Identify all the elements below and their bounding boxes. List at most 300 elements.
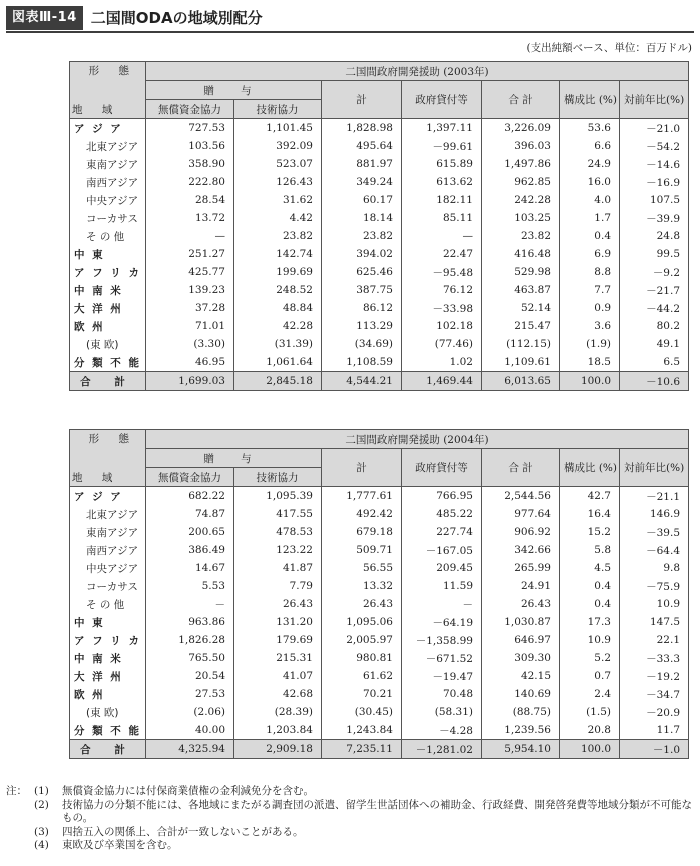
loans-header: 政府貸付等	[402, 81, 482, 119]
tech-cell: 48.84	[234, 299, 322, 317]
total-cell: 1,497.86	[482, 155, 560, 173]
grant-aid-cell: 13.72	[146, 209, 234, 227]
note-index: (3)	[34, 825, 49, 838]
total-cell: 906.92	[482, 523, 560, 541]
grant-aid-cell: (2.06)	[146, 703, 234, 721]
loans-cell: 102.18	[402, 317, 482, 335]
yoy-cell: －33.3	[620, 649, 689, 667]
tech-cell: 41.07	[234, 667, 322, 685]
tech-cell: 42.68	[234, 685, 322, 703]
grant-aid-cell: 682.22	[146, 487, 234, 506]
total-grant-aid-cell: 1,699.03	[146, 372, 234, 391]
region-cell: 南西アジア	[70, 541, 146, 559]
total-total-cell: 5,954.10	[482, 740, 560, 759]
table-row	[70, 577, 689, 595]
region-cell: 中 南 米	[70, 281, 146, 299]
region-cell: 東南アジア	[70, 523, 146, 541]
grant-aid-cell: (3.30)	[146, 335, 234, 353]
notes	[6, 785, 692, 853]
subtotal-cell: 23.82	[322, 227, 402, 245]
table-row	[70, 137, 689, 155]
yoy-cell: －34.7	[620, 685, 689, 703]
tech-cell: 392.09	[234, 137, 322, 155]
region-cell: 中央アジア	[70, 191, 146, 209]
loans-cell: －1,358.99	[402, 631, 482, 649]
note-index: (2)	[34, 798, 49, 811]
loans-cell: 1,397.11	[402, 119, 482, 138]
total-cell: 24.91	[482, 577, 560, 595]
table-row	[70, 353, 689, 372]
loans-cell: －671.52	[402, 649, 482, 667]
share-cell: 16.4	[560, 505, 620, 523]
region-cell: (東 欧)	[70, 335, 146, 353]
tech-cell: 248.52	[234, 281, 322, 299]
subtotal-cell: 349.24	[322, 173, 402, 191]
loans-cell: 615.89	[402, 155, 482, 173]
total-cell: (88.75)	[482, 703, 560, 721]
tech-cell: 26.43	[234, 595, 322, 613]
loans-cell: －167.05	[402, 541, 482, 559]
table-row	[70, 505, 689, 523]
table-row	[70, 685, 689, 703]
table-row	[70, 631, 689, 649]
grant-aid-cell: 1,826.28	[146, 631, 234, 649]
subtotal-cell: 18.14	[322, 209, 402, 227]
grant-aid-cell: 139.23	[146, 281, 234, 299]
total-cell: 103.25	[482, 209, 560, 227]
loans-cell: (77.46)	[402, 335, 482, 353]
loans-cell: 85.11	[402, 209, 482, 227]
share-header: 構成比 (%)	[560, 449, 620, 487]
yoy-cell: －20.9	[620, 703, 689, 721]
note-item	[6, 799, 692, 826]
total-label: 合 計	[70, 740, 146, 759]
loans-cell: 70.48	[402, 685, 482, 703]
grant-aid-cell: 727.53	[146, 119, 234, 138]
subtotal-cell: 60.17	[322, 191, 402, 209]
tech-cell: 42.28	[234, 317, 322, 335]
note-text: 東欧及び卒業国を含む。	[62, 839, 178, 851]
grant-aid-cell: 71.01	[146, 317, 234, 335]
total-total-cell: 6,013.65	[482, 372, 560, 391]
yoy-cell: 147.5	[620, 613, 689, 631]
unit-note: (支出純額ベース、単位：百万ドル)	[526, 42, 692, 54]
share-cell: (1.9)	[560, 335, 620, 353]
region-cell: 中 南 米	[70, 649, 146, 667]
yoy-cell: －19.2	[620, 667, 689, 685]
loans-cell: －99.61	[402, 137, 482, 155]
tech-cell: 4.42	[234, 209, 322, 227]
tech-cell: 142.74	[234, 245, 322, 263]
table-row	[70, 209, 689, 227]
tech-cell: 123.22	[234, 541, 322, 559]
note-item	[6, 826, 692, 840]
subtotal-cell: 509.71	[322, 541, 402, 559]
loans-cell: 182.11	[402, 191, 482, 209]
region-cell: ア ジ ア	[70, 119, 146, 138]
yoy-cell: 11.7	[620, 721, 689, 740]
yoy-cell: 49.1	[620, 335, 689, 353]
note-text: 技術協力の分類不能には、各地域にまたがる調査団の派遣、留学生世話団体への補助金、行政経費、開発啓発費等地域分類が不可能なもの。	[62, 798, 692, 824]
total-cell: 396.03	[482, 137, 560, 155]
yoy-cell: 10.9	[620, 595, 689, 613]
yoy-cell: 80.2	[620, 317, 689, 335]
total-cell: 140.69	[482, 685, 560, 703]
subtotal-cell: 625.46	[322, 263, 402, 281]
subtotal-cell: 61.62	[322, 667, 402, 685]
yoy-header: 対前年比(%)	[620, 449, 689, 487]
header-row	[70, 62, 689, 81]
grant-aid-cell: 37.28	[146, 299, 234, 317]
header-row	[70, 430, 689, 449]
yoy-cell: －39.5	[620, 523, 689, 541]
share-cell: 5.2	[560, 649, 620, 667]
share-cell: 1.7	[560, 209, 620, 227]
share-cell: 16.0	[560, 173, 620, 191]
share-cell: 24.9	[560, 155, 620, 173]
subtotal-cell: 1,828.98	[322, 119, 402, 138]
subtotal-cell: 495.64	[322, 137, 402, 155]
subtotal-cell: 2,005.97	[322, 631, 402, 649]
figure-label: 図表Ⅲ-14	[6, 6, 83, 30]
share-cell: (1.5)	[560, 703, 620, 721]
subtotal-cell: 679.18	[322, 523, 402, 541]
grant-aid-cell: 5.53	[146, 577, 234, 595]
table-row	[70, 263, 689, 281]
share-cell: 4.5	[560, 559, 620, 577]
total-cell: 646.97	[482, 631, 560, 649]
table-caption: 二国間政府開発援助 (2003年)	[146, 62, 689, 81]
total-cell: 463.87	[482, 281, 560, 299]
grant-aid-cell: —	[146, 227, 234, 245]
yoy-cell: －44.2	[620, 299, 689, 317]
yoy-cell: 146.9	[620, 505, 689, 523]
tech-cell: (31.39)	[234, 335, 322, 353]
table-row	[70, 155, 689, 173]
header-row	[70, 449, 689, 468]
grant-aid-cell: 103.56	[146, 137, 234, 155]
corner-region-label: 地 域	[72, 104, 121, 116]
region-cell: 大 洋 州	[70, 299, 146, 317]
loans-cell: 76.12	[402, 281, 482, 299]
grant-aid-cell: 200.65	[146, 523, 234, 541]
total-row	[70, 372, 689, 391]
total-cell: 309.30	[482, 649, 560, 667]
table-row	[70, 281, 689, 299]
loans-cell: 1.02	[402, 353, 482, 372]
tech-cell: (28.39)	[234, 703, 322, 721]
tech-cell: 41.87	[234, 559, 322, 577]
header-row	[70, 81, 689, 100]
grant-aid-header: 無償資金協力	[146, 468, 234, 487]
grant-aid-cell: 386.49	[146, 541, 234, 559]
tech-cell: 23.82	[234, 227, 322, 245]
figure-title-bar	[6, 6, 271, 30]
total-cell: 962.85	[482, 173, 560, 191]
total-subtotal-cell: 7,235.11	[322, 740, 402, 759]
region-cell: 大 洋 州	[70, 667, 146, 685]
grant-aid-cell: 28.54	[146, 191, 234, 209]
region-cell: 北東アジア	[70, 505, 146, 523]
loans-cell: —	[402, 227, 482, 245]
region-cell: そ の 他	[70, 227, 146, 245]
yoy-cell: －14.6	[620, 155, 689, 173]
table-row	[70, 119, 689, 138]
share-cell: 20.8	[560, 721, 620, 740]
total-cell: 26.43	[482, 595, 560, 613]
table-row	[70, 299, 689, 317]
grant-aid-header: 無償資金協力	[146, 100, 234, 119]
region-cell: 東南アジア	[70, 155, 146, 173]
total-subtotal-cell: 4,544.21	[322, 372, 402, 391]
tech-cell: 1,101.45	[234, 119, 322, 138]
yoy-cell: －54.2	[620, 137, 689, 155]
share-cell: 3.6	[560, 317, 620, 335]
subtotal-header: 計	[322, 81, 402, 119]
total-tech-cell: 2,909.18	[234, 740, 322, 759]
oda-table-2004	[69, 429, 689, 759]
yoy-cell: －9.2	[620, 263, 689, 281]
share-cell: 15.2	[560, 523, 620, 541]
share-cell: 0.7	[560, 667, 620, 685]
subtotal-cell: 394.02	[322, 245, 402, 263]
yoy-cell: 22.1	[620, 631, 689, 649]
grant-aid-cell: 20.54	[146, 667, 234, 685]
total-cell: 1,109.61	[482, 353, 560, 372]
region-cell: コーカサス	[70, 209, 146, 227]
oda-table-2003	[69, 61, 689, 391]
region-cell: 南西アジア	[70, 173, 146, 191]
note-item	[6, 839, 692, 853]
loans-cell: 227.74	[402, 523, 482, 541]
region-cell: 欧 州	[70, 685, 146, 703]
share-cell: 0.9	[560, 299, 620, 317]
share-cell: 7.7	[560, 281, 620, 299]
subtotal-cell: 387.75	[322, 281, 402, 299]
total-yoy-cell: －1.0	[620, 740, 689, 759]
tech-cell: 126.43	[234, 173, 322, 191]
share-header: 構成比 (%)	[560, 81, 620, 119]
region-cell: 分 類 不 能	[70, 353, 146, 372]
loans-cell: 209.45	[402, 559, 482, 577]
corner-cell	[70, 62, 146, 119]
grant-aid-cell: 222.80	[146, 173, 234, 191]
note-index: (4)	[34, 839, 49, 851]
title-rule	[6, 31, 694, 33]
corner-region-label: 地 域	[72, 472, 121, 484]
subtotal-cell: 1,243.84	[322, 721, 402, 740]
share-cell: 0.4	[560, 595, 620, 613]
total-cell: 977.64	[482, 505, 560, 523]
tech-header: 技術協力	[234, 100, 322, 119]
grant-aid-cell: 251.27	[146, 245, 234, 263]
total-cell: 265.99	[482, 559, 560, 577]
table-row	[70, 649, 689, 667]
tech-cell: 31.62	[234, 191, 322, 209]
region-cell: ア フ リ カ	[70, 263, 146, 281]
share-cell: 53.6	[560, 119, 620, 138]
yoy-cell: 99.5	[620, 245, 689, 263]
subtotal-cell: 113.29	[322, 317, 402, 335]
share-cell: 8.8	[560, 263, 620, 281]
table-row	[70, 721, 689, 740]
loans-cell: －	[402, 595, 482, 613]
note-text: 四捨五入の関係上、合計が一致しないことがある。	[62, 825, 304, 838]
region-cell: 欧 州	[70, 317, 146, 335]
total-header: 合 計	[482, 449, 560, 487]
table-row	[70, 227, 689, 245]
region-cell: 中央アジア	[70, 559, 146, 577]
table-row	[70, 245, 689, 263]
total-cell: 1,239.56	[482, 721, 560, 740]
yoy-header: 対前年比(%)	[620, 81, 689, 119]
region-cell: コーカサス	[70, 577, 146, 595]
table-row	[70, 703, 689, 721]
table-row	[70, 595, 689, 613]
share-cell: 2.4	[560, 685, 620, 703]
region-cell: そ の 他	[70, 595, 146, 613]
share-cell: 6.6	[560, 137, 620, 155]
share-cell: 6.9	[560, 245, 620, 263]
region-cell: 中 東	[70, 613, 146, 631]
tech-cell: 1,203.84	[234, 721, 322, 740]
region-cell: 北東アジア	[70, 137, 146, 155]
subtotal-cell: 881.97	[322, 155, 402, 173]
tech-cell: 215.31	[234, 649, 322, 667]
total-cell: 3,226.09	[482, 119, 560, 138]
yoy-cell: －39.9	[620, 209, 689, 227]
tech-cell: 179.69	[234, 631, 322, 649]
share-cell: 42.7	[560, 487, 620, 506]
subtotal-cell: 492.42	[322, 505, 402, 523]
corner-form-label: 形 態	[88, 65, 137, 77]
total-header: 合 計	[482, 81, 560, 119]
notes-lead: 注：	[6, 785, 27, 797]
share-cell: 17.3	[560, 613, 620, 631]
share-cell: 5.8	[560, 541, 620, 559]
yoy-cell: －21.0	[620, 119, 689, 138]
tech-header: 技術協力	[234, 468, 322, 487]
grant-aid-cell: 14.67	[146, 559, 234, 577]
region-cell: (東 欧)	[70, 703, 146, 721]
subtotal-cell: 13.32	[322, 577, 402, 595]
share-cell: 0.4	[560, 227, 620, 245]
yoy-cell: 6.5	[620, 353, 689, 372]
subtotal-cell: 1,108.59	[322, 353, 402, 372]
table-row	[70, 667, 689, 685]
tech-cell: 1,095.39	[234, 487, 322, 506]
note-text: 無償資金協力には付保商業債権の金利減免分を含む。	[62, 785, 314, 797]
grant-aid-cell: 765.50	[146, 649, 234, 667]
grant-aid-cell: 963.86	[146, 613, 234, 631]
share-cell: 10.9	[560, 631, 620, 649]
subtotal-cell: 70.21	[322, 685, 402, 703]
loans-cell: －4.28	[402, 721, 482, 740]
total-share-cell: 100.0	[560, 372, 620, 391]
total-label: 合 計	[70, 372, 146, 391]
corner-labels	[70, 430, 145, 486]
total-row	[70, 740, 689, 759]
table-row	[70, 559, 689, 577]
yoy-cell: －75.9	[620, 577, 689, 595]
note-item	[6, 785, 692, 799]
yoy-cell: 107.5	[620, 191, 689, 209]
grant-aid-cell: 40.00	[146, 721, 234, 740]
loans-cell: 766.95	[402, 487, 482, 506]
note-index: (1)	[34, 785, 49, 797]
table-row	[70, 613, 689, 631]
tech-cell: 523.07	[234, 155, 322, 173]
loans-cell: 11.59	[402, 577, 482, 595]
subtotal-cell: (34.69)	[322, 335, 402, 353]
tech-cell: 7.79	[234, 577, 322, 595]
loans-cell: －19.47	[402, 667, 482, 685]
grant-aid-cell: 425.77	[146, 263, 234, 281]
tech-cell: 1,061.64	[234, 353, 322, 372]
subtotal-cell: 980.81	[322, 649, 402, 667]
yoy-cell: 9.8	[620, 559, 689, 577]
total-cell: 2,544.56	[482, 487, 560, 506]
subtotal-cell: 1,777.61	[322, 487, 402, 506]
total-cell: 342.66	[482, 541, 560, 559]
yoy-cell: 24.8	[620, 227, 689, 245]
total-grant-aid-cell: 4,325.94	[146, 740, 234, 759]
total-cell: 242.28	[482, 191, 560, 209]
total-cell: 42.15	[482, 667, 560, 685]
loans-cell: 613.62	[402, 173, 482, 191]
total-cell: 416.48	[482, 245, 560, 263]
total-cell: 1,030.87	[482, 613, 560, 631]
region-cell: 分 類 不 能	[70, 721, 146, 740]
subtotal-cell: 56.55	[322, 559, 402, 577]
grant-aid-cell: 74.87	[146, 505, 234, 523]
yoy-cell: －64.4	[620, 541, 689, 559]
loans-cell: －95.48	[402, 263, 482, 281]
share-cell: 18.5	[560, 353, 620, 372]
grant-aid-cell: 358.90	[146, 155, 234, 173]
total-cell: 52.14	[482, 299, 560, 317]
loans-header: 政府貸付等	[402, 449, 482, 487]
corner-cell	[70, 430, 146, 487]
total-cell: 215.47	[482, 317, 560, 335]
figure-title: 二国間ODAの地域別配分	[90, 9, 263, 27]
subtotal-cell: 86.12	[322, 299, 402, 317]
region-cell: 中 東	[70, 245, 146, 263]
total-loans-cell: －1,281.02	[402, 740, 482, 759]
region-cell: ア ジ ア	[70, 487, 146, 506]
loans-cell: －64.19	[402, 613, 482, 631]
share-cell: 0.4	[560, 577, 620, 595]
loans-cell: 485.22	[402, 505, 482, 523]
grant-aid-cell: 46.95	[146, 353, 234, 372]
subtotal-cell: 1,095.06	[322, 613, 402, 631]
subtotal-cell: (30.45)	[322, 703, 402, 721]
table-row	[70, 173, 689, 191]
yoy-cell: －21.1	[620, 487, 689, 506]
share-cell: 4.0	[560, 191, 620, 209]
region-cell: ア フ リ カ	[70, 631, 146, 649]
subtotal-header: 計	[322, 449, 402, 487]
grant-aid-cell: －	[146, 595, 234, 613]
loans-cell: －33.98	[402, 299, 482, 317]
total-tech-cell: 2,845.18	[234, 372, 322, 391]
table-row	[70, 541, 689, 559]
table-row	[70, 523, 689, 541]
total-cell: (112.15)	[482, 335, 560, 353]
total-loans-cell: 1,469.44	[402, 372, 482, 391]
tech-cell: 131.20	[234, 613, 322, 631]
tech-cell: 417.55	[234, 505, 322, 523]
